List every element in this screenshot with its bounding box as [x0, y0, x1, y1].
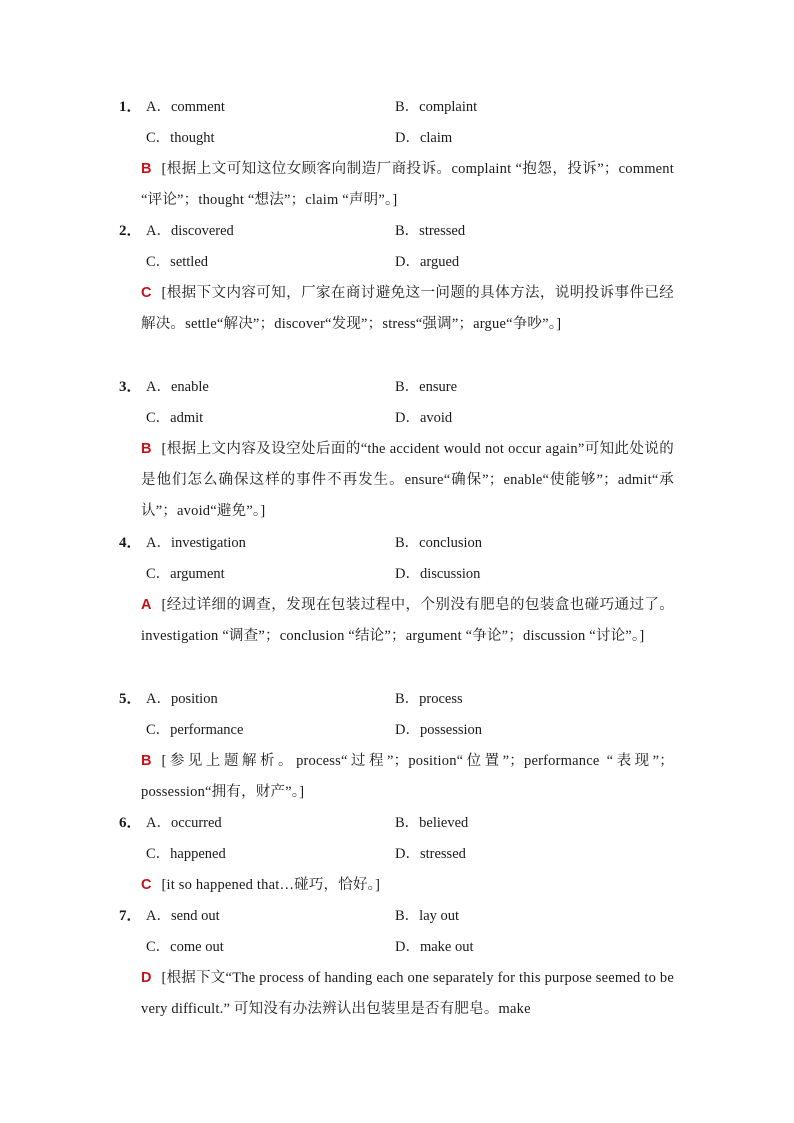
option-c: C．admit: [146, 410, 204, 426]
answer-explanation: [141, 590, 674, 652]
option-a: A．position: [146, 691, 218, 707]
option-b: B．conclusion: [395, 535, 482, 551]
question-number: 2．: [119, 223, 142, 239]
option-d: D．avoid: [395, 410, 453, 426]
explanation-text: [参见上题解析。process“过程”；position“位置”；performance “表现”；possession“拥有，财产”。]: [141, 753, 674, 800]
answer-letter: B: [141, 753, 152, 769]
option-a: A．occurred: [146, 815, 222, 831]
answer-letter: A: [141, 597, 152, 613]
option-c: C．come out: [146, 939, 224, 955]
question-number: 6．: [119, 815, 142, 831]
option-d: D．possession: [395, 722, 483, 738]
answer-letter: B: [141, 441, 152, 457]
explanation-text: [根据下文内容可知，厂家在商讨避免这一问题的具体方法，说明投诉事件已经解决。settle“解决”；discover“发现”；stress“强调”；argue“争吵”。]: [141, 285, 674, 332]
explanation-text: [it so happened that…碰巧，恰好。]: [161, 877, 381, 893]
option-d: D．make out: [395, 939, 474, 955]
explanation-text: [经过详细的调查，发现在包装过程中，个别没有肥皂的包装盒也碰巧通过了。investigation “调查”；conclusion “结论”；argument “争论”；discussion “讨论”。]: [141, 597, 674, 644]
answer-explanation: [141, 278, 674, 340]
option-c: C．happened: [146, 846, 226, 862]
explanation-text: [根据下文“The process of handing each one separately for this purpose seemed to be very difficult.” 可知没有办法辨认出包装里是否有肥皂。make: [141, 970, 674, 1017]
answer-letter: B: [141, 161, 152, 177]
question-number: 4．: [119, 535, 142, 551]
option-b: B．lay out: [395, 908, 460, 924]
option-b: B．stressed: [395, 223, 466, 239]
answer-letter: C: [141, 285, 152, 301]
option-b: B．process: [395, 691, 463, 707]
option-d: D．claim: [395, 130, 453, 146]
option-c: C．settled: [146, 254, 209, 270]
option-a: A．discovered: [146, 223, 234, 239]
question-number: 5．: [119, 691, 142, 707]
option-c: C．thought: [146, 130, 215, 146]
option-b: B．believed: [395, 815, 469, 831]
explanation-text: [根据上文内容及设空处后面的“the accident would not occur again”可知此处说的是他们怎么确保这样的事件不再发生。ensure“确保”；enable“使能够”；admit“承认”；avoid“避免”。]: [141, 441, 674, 519]
option-b: B．ensure: [395, 379, 458, 395]
option-c: C．performance: [146, 722, 244, 738]
answer-explanation: [141, 963, 674, 1025]
option-c: C．argument: [146, 566, 225, 582]
answer-letter: D: [141, 970, 152, 986]
question-number: 3．: [119, 379, 142, 395]
option-d: D．stressed: [395, 846, 466, 862]
answer-letter: C: [141, 877, 152, 893]
question-number: 7．: [119, 908, 142, 924]
option-a: A．investigation: [146, 535, 246, 551]
option-d: D．discussion: [395, 566, 481, 582]
answer-explanation: [141, 746, 674, 808]
explanation-text: [根据上文可知这位女顾客向制造厂商投诉。complaint “抱怨，投诉”；comment “评论”；thought “想法”；claim “声明”。]: [141, 161, 674, 208]
option-a: A．comment: [146, 99, 225, 115]
option-a: A．enable: [146, 379, 209, 395]
option-a: A．send out: [146, 908, 220, 924]
answer-explanation: [141, 870, 674, 901]
option-d: D．argued: [395, 254, 460, 270]
question-number: 1．: [119, 99, 142, 115]
answer-explanation: [141, 434, 674, 527]
option-b: B．complaint: [395, 99, 478, 115]
answer-explanation: [141, 154, 674, 216]
